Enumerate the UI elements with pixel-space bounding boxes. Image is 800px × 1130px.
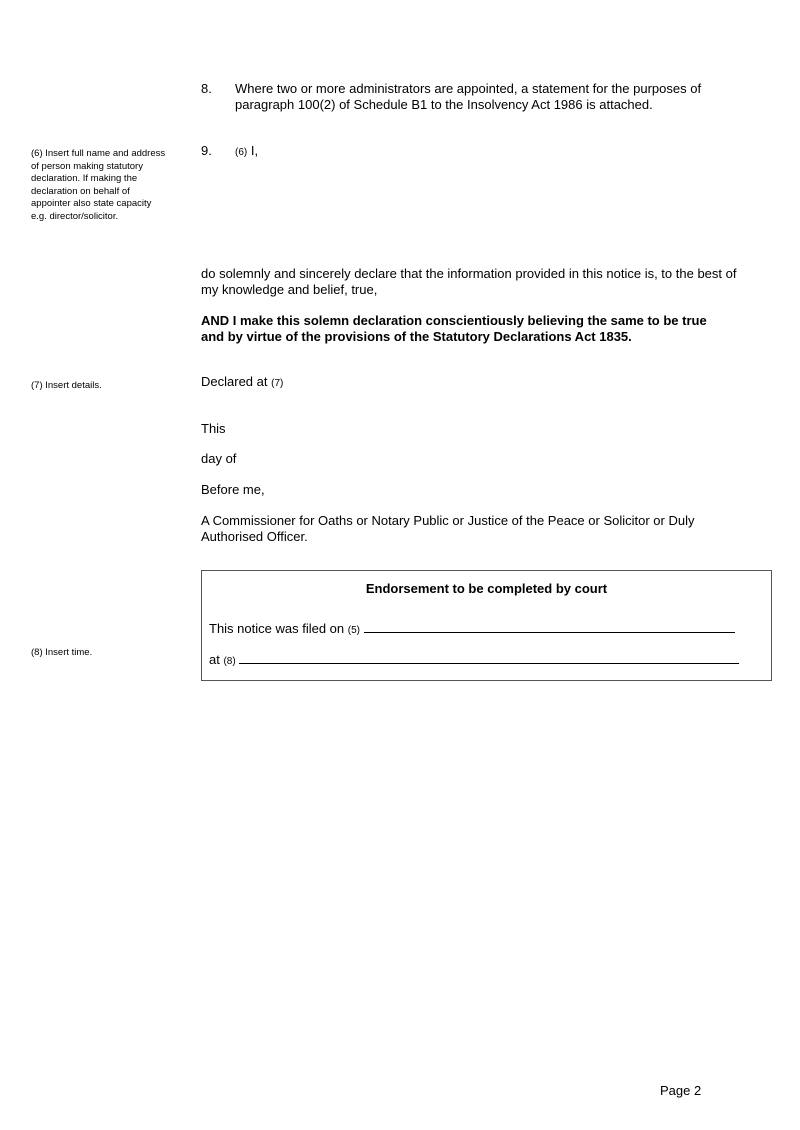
reference-5: (5) xyxy=(347,625,360,636)
margin-note-6-line: declaration. If making the xyxy=(31,173,138,184)
declarant-prefix: I, xyxy=(250,143,259,158)
filed-at-row xyxy=(209,651,769,670)
margin-note-7: (7) Insert details. xyxy=(31,380,102,391)
solemn-line-1: AND I make this solemn declaration conscientiously believing the same to be true xyxy=(201,313,707,328)
endorsement-box xyxy=(201,570,772,681)
page-number: Page 2 xyxy=(660,1083,702,1098)
declaration-line-2: my knowledge and belief, true, xyxy=(201,282,378,297)
declared-at-label: Declared at xyxy=(201,374,268,389)
filed-on-label: This notice was filed on xyxy=(209,621,345,636)
margin-note-6-line: (6) Insert full name and address xyxy=(31,148,166,159)
reference-7: (7) xyxy=(271,378,284,389)
filed-on-row xyxy=(209,620,769,639)
endorsement-title: Endorsement to be completed by court xyxy=(365,581,608,596)
declaration-line-1: do solemnly and sincerely declare that the information provided in this notice is, to the best of xyxy=(201,266,737,281)
item-8-line-2: paragraph 100(2) of Schedule B1 to the Insolvency Act 1986 is attached. xyxy=(235,97,653,112)
declared-at xyxy=(201,374,283,392)
commissioner-line-2: Authorised Officer. xyxy=(201,529,308,544)
margin-note-6-line: of person making statutory xyxy=(31,160,143,172)
solemn-line-2: and by virtue of the provisions of the Statutory Declarations Act 1835. xyxy=(201,329,632,344)
item-8-line-1: Where two or more administrators are appointed, a statement for the purposes of xyxy=(235,81,702,96)
item-9-text xyxy=(235,143,258,161)
filed-at-time-field[interactable] xyxy=(239,651,739,664)
day-of-label: day of xyxy=(201,451,237,466)
filed-at-label: at xyxy=(209,652,220,667)
item-9-number: 9. xyxy=(201,143,212,158)
commissioner-text xyxy=(201,513,771,545)
margin-note-8: (8) Insert time. xyxy=(31,647,93,658)
margin-note-6 xyxy=(31,148,196,223)
solemn-declaration xyxy=(201,313,771,345)
declaration-text xyxy=(201,266,771,298)
item-8-text xyxy=(235,81,775,113)
filed-on-date-field[interactable] xyxy=(364,620,735,633)
this-label: This xyxy=(201,421,226,436)
commissioner-line-1: A Commissioner for Oaths or Notary Public or Justice of the Peace or Solicitor or Duly xyxy=(201,513,695,528)
before-me-label: Before me, xyxy=(201,482,265,497)
margin-note-6-line: e.g. director/solicitor. xyxy=(31,210,119,222)
margin-note-6-line: appointer also state capacity xyxy=(31,198,152,209)
margin-note-6-line: declaration on behalf of xyxy=(31,185,130,197)
reference-6: (6) xyxy=(235,147,248,158)
reference-8: (8) xyxy=(223,656,236,667)
item-8-number: 8. xyxy=(201,81,212,96)
